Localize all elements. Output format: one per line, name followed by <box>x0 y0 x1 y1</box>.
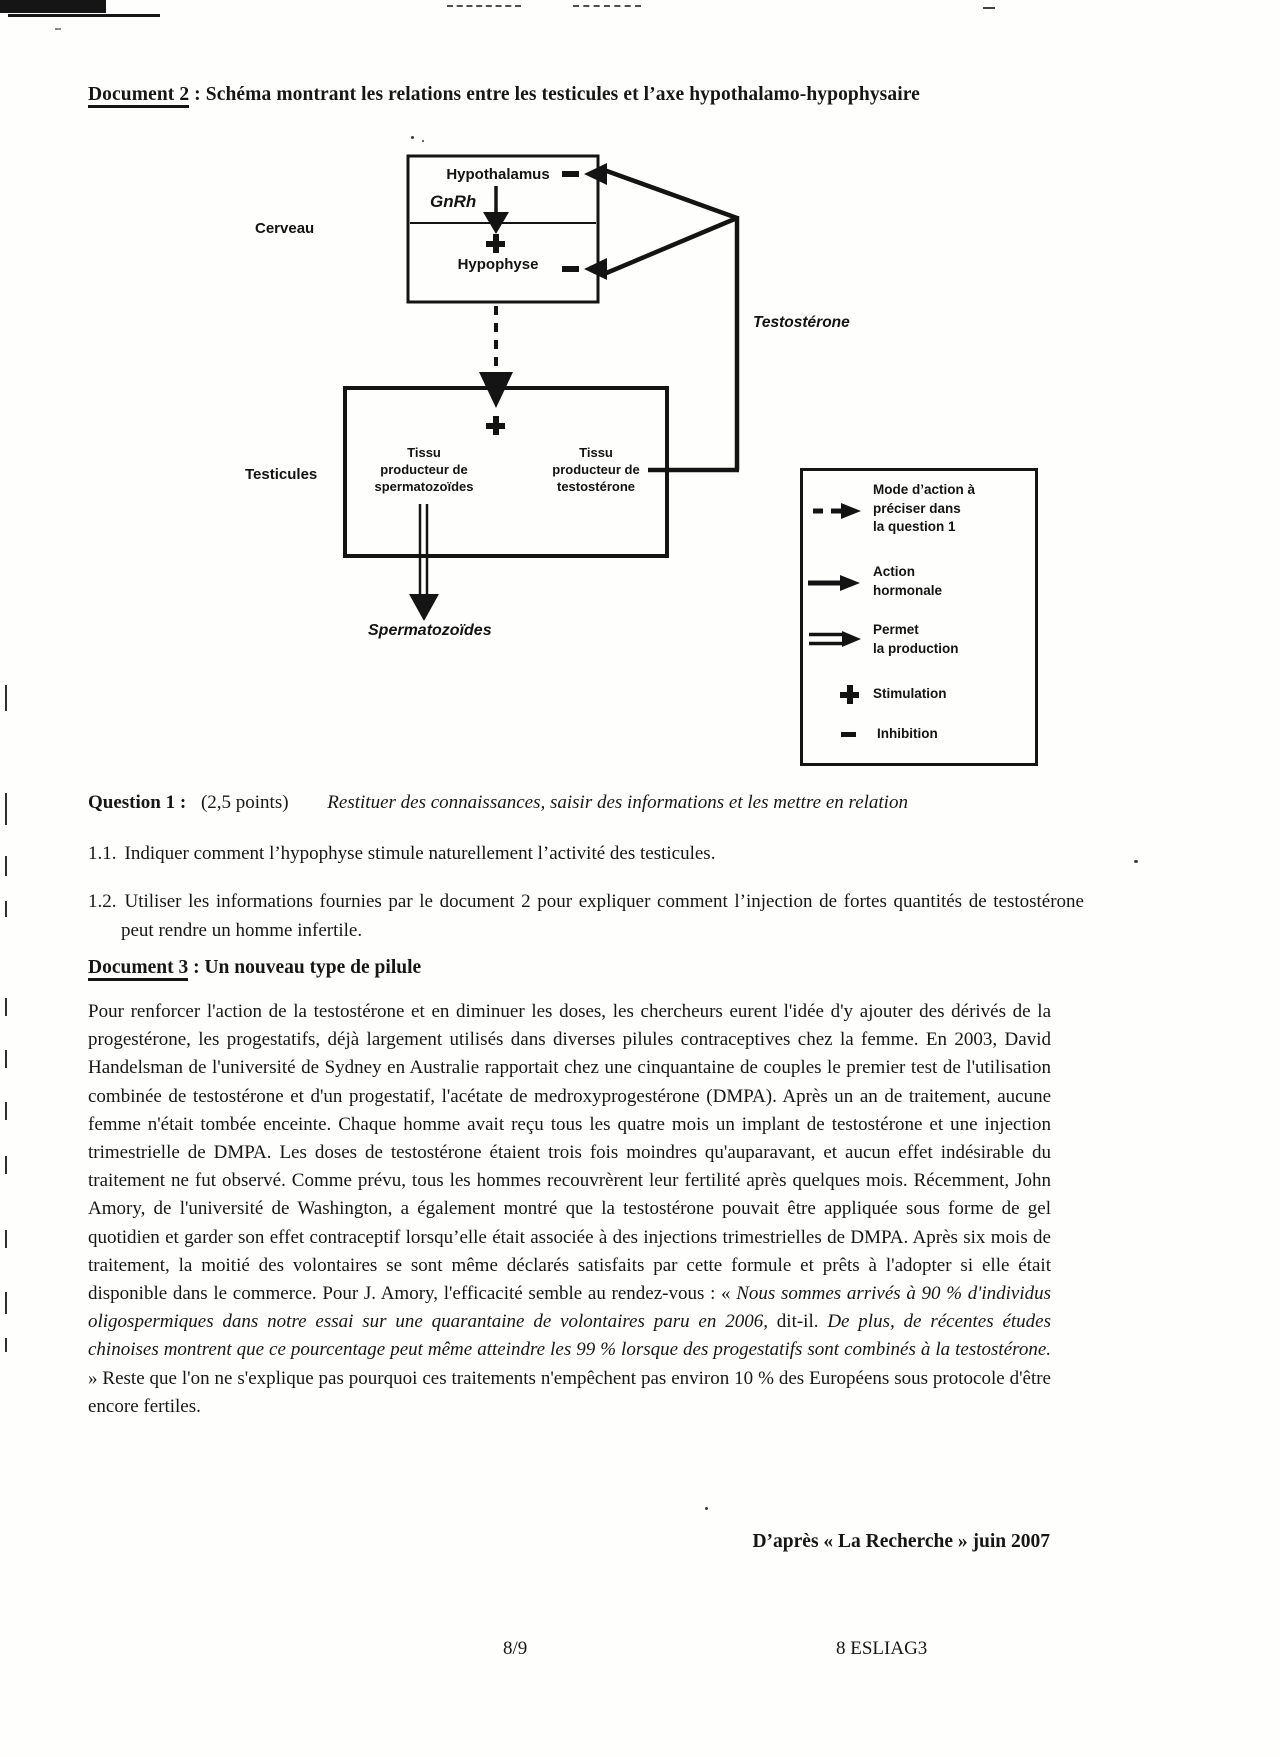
scan-artifact <box>55 28 61 30</box>
question-1-2-text: Utiliser les informations fournies par le document 2 pour expliquer comment l’injection de fortes quantités de testostérone peut rendre un homme infertile. <box>121 891 1084 941</box>
double-arrow-icon <box>809 629 863 649</box>
legend-line: la question 1 <box>873 519 956 534</box>
legend-item-stimulation <box>873 685 1028 704</box>
inhibition-minus-icon <box>562 171 579 177</box>
scan-artifact <box>5 1050 7 1068</box>
scan-artifact <box>5 1292 7 1314</box>
legend-item-permet-production <box>873 621 1028 658</box>
question1-heading <box>88 792 1058 814</box>
label-line: producteur de <box>380 462 468 477</box>
question-1-1-text: Indiquer comment l’hypophyse stimule naturellement l’activité des testicules. <box>124 843 716 864</box>
question-1-2 <box>88 888 1084 945</box>
scan-artifact <box>983 7 995 9</box>
doc2-heading-rest: : Schéma montrant les relations entre les testicules et l’axe hypothalamo-hypophysaire <box>189 84 920 105</box>
legend-line: Mode d’action à <box>873 482 976 497</box>
doc3-text-segment: dit-il. <box>767 1311 828 1333</box>
scan-artifact <box>5 1102 7 1120</box>
legend-line: la production <box>873 640 959 656</box>
scan-artifact <box>705 1507 708 1510</box>
question1-points: (2,5 points) <box>200 792 289 813</box>
feedback-line-lower <box>604 218 737 274</box>
question1-skills: Restituer des connaissances, saisir des informations et les mettre en relation <box>327 792 908 813</box>
scan-artifact <box>5 1338 7 1352</box>
feedback-arrowhead-hypophyse-icon <box>584 258 607 280</box>
label-line: testostérone <box>556 479 636 494</box>
stimulation-plus-icon <box>486 234 505 253</box>
document-code: 8 ESLIAG3 <box>836 1638 928 1659</box>
doc3-heading-label: Document 3 <box>88 957 188 981</box>
tissue-testosterone-label <box>520 444 672 495</box>
solid-arrow-icon <box>808 573 862 593</box>
scan-artifact <box>5 901 7 917</box>
doc3-quote-segment: De plus, de récentes études chinoises montrent que ce pourcentage peut même atteindre les 99 % lorsque des progestatifs sont combinés à la testostérone. <box>88 1311 1051 1361</box>
source-attribution: D’après « La Recherche » juin 2007 <box>752 1531 1050 1552</box>
production-arrow-head-icon <box>409 594 439 621</box>
legend-line: Inhibition <box>877 726 938 741</box>
stimulation-plus-icon <box>486 416 505 435</box>
minus-icon <box>841 732 856 737</box>
legend-line: Stimulation <box>873 686 947 701</box>
feedback-line-upper <box>604 170 737 218</box>
label-line: Tissu <box>407 445 441 460</box>
hormonal-feedback-diagram <box>0 130 1280 775</box>
scan-artifact <box>8 14 160 17</box>
scan-artifact <box>5 998 7 1016</box>
legend-line: Permet <box>873 622 919 637</box>
scan-artifact <box>5 1230 7 1248</box>
doc3-quote-segment: Nous sommes arrivés à 90 % d'individus oligospermiques dans notre essai sur une quarantaine de volontaires paru en 2006, <box>88 1283 1051 1333</box>
testicules-label: Testicules <box>245 466 318 483</box>
label-line: spermatozoïdes <box>374 479 474 494</box>
inhibition-minus-icon <box>562 266 579 272</box>
cerveau-label: Cerveau <box>255 220 315 237</box>
legend-line: préciser dans <box>873 500 961 516</box>
scan-artifact <box>5 1156 7 1174</box>
scan-artifact <box>1134 860 1138 863</box>
doc3-text-segment: » Reste que l'on ne s'explique pas pourquoi ces traitements n'empêchent pas environ 10 % des Européens sous protocole d'être encore fertiles. <box>88 1367 1051 1417</box>
doc3-heading-rest: : Un nouveau type de pilule <box>188 957 422 978</box>
label-line: Tissu <box>579 445 613 460</box>
scan-artifact <box>447 5 521 7</box>
legend-item-action-hormonale <box>873 563 1028 600</box>
testosterone-label: Testostérone <box>753 314 850 331</box>
dashed-arrow-icon <box>811 501 865 521</box>
feedback-arrowhead-hypothalamus-icon <box>584 163 607 185</box>
label-line: producteur de <box>552 462 640 477</box>
legend-item-inhibition <box>877 725 1032 744</box>
doc3-paragraph <box>88 998 1051 1421</box>
hypophyse-label: Hypophyse <box>457 256 539 273</box>
question1-label: Question 1 : <box>88 792 187 813</box>
doc3-text-segment: Pour renforcer l'action de la testostérone et en diminuer les doses, les chercheurs eurent l'idée d'y ajouter des dérivés de la progestérone, les progestatifs, déjà largement utilisés dans diverses pilules contraceptives chez la femme. En 2003, David Handelsman de l'université de Sydney en Australie rapportait chez une cinquantaine de couples le premier test de l'utilisation combinée de testostérone et d'un progestatif, l'acétate de medroxyprogestérone (DMPA). Après un an de traitement, aucune femme n'était tombée enceinte. Chaque homme avait reçu tous les quatre mois un implant de testostérone et une injection trimestrielle de DMPA. Les doses de testostérone étaient trois fois moindres qu'auparavant, et aucun effet indésirable du traitement ne fut observé. Comme prévu, tous les hommes recouvrèrent leur fertilité après quelques mois. Récemment, John Amory, de l'université de Washington, a également montré que la testostérone pouvait être appliquée sous forme de gel quotidien et garder son effet contraceptif lorsqu’elle était associée à des injections trimestrielles de DMPA. Après six mois de traitement, la moitié des volontaires se sont même déclarés satisfaits par cette formule et prêts à l'adopter si elle était disponible dans le commerce. Pour J. Amory, l'efficacité semble au rendez-vous : « <box>88 1001 1051 1305</box>
page-title <box>88 84 920 106</box>
scan-artifact <box>5 856 7 876</box>
page-number: 8/9 <box>503 1638 528 1659</box>
legend-line: hormonale <box>873 582 943 598</box>
question-1-1-number: 1.1. <box>88 843 117 864</box>
hypothalamus-label: Hypothalamus <box>446 166 550 183</box>
question-1-1 <box>88 843 1051 865</box>
gnrh-label: GnRh <box>430 192 477 211</box>
tissue-spermatozoides-label <box>349 444 499 495</box>
doc3-heading <box>88 957 421 979</box>
scan-artifact <box>573 5 641 7</box>
legend-line: Action <box>873 564 915 579</box>
scan-artifact <box>5 793 7 825</box>
doc2-heading-label: Document 2 <box>88 84 189 108</box>
scan-artifact <box>0 0 106 13</box>
legend-box <box>800 468 1038 766</box>
spermatozoides-label: Spermatozoïdes <box>368 622 492 639</box>
plus-icon <box>840 685 857 702</box>
legend-item-mode-action <box>873 481 1028 537</box>
question-1-2-number: 1.2. <box>88 891 117 912</box>
